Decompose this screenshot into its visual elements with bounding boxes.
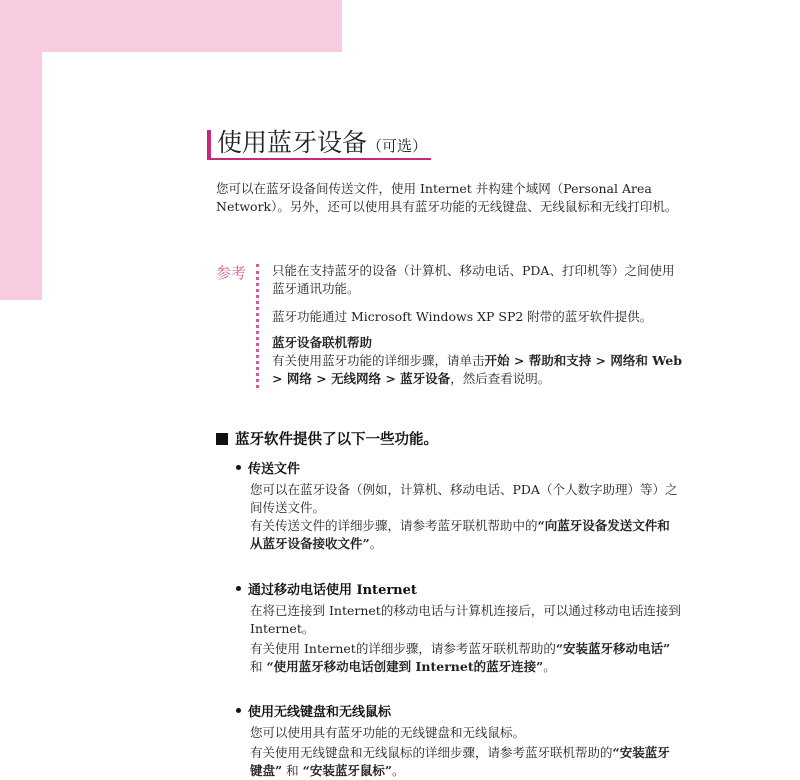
feature-title-transfer-files [236, 458, 300, 477]
feature-help [250, 640, 682, 676]
help-prefix: 有关使用 Internet的详细步骤，请参考蓝牙联机帮助的 [250, 641, 556, 656]
help-suffix: 。 [369, 536, 383, 551]
feature-desc: 您可以在蓝牙设备（例如，计算机、移动电话、PDA（个人数字助理）等）之间传送文件。 [250, 482, 678, 515]
section-heading [216, 428, 438, 449]
reference-note-1: 只能在支持蓝牙的设备（计算机、移动电话、PDA、打印机等）之间使用蓝牙通讯功能。 [272, 263, 675, 296]
title-main: 使用蓝牙设备 [217, 128, 368, 157]
title-underline [207, 158, 431, 160]
reference-dotted-line [256, 264, 259, 388]
feature-help [250, 744, 682, 780]
square-bullet-icon [216, 433, 228, 445]
help-topic: “安装蓝牙键盘” [250, 745, 670, 778]
intro-paragraph: 您可以在蓝牙设备间传送文件，使用 Internet 并构建个域网（Personal Area Network）。另外，还可以使用具有蓝牙功能的无线键盘、无线鼠标和无线打印机。 [216, 181, 678, 214]
reference-help-heading: 蓝牙设备联机帮助 [272, 335, 373, 350]
bullet-icon [236, 586, 241, 591]
help-topic: “向蓝牙设备发送文件和从蓝牙设备接收文件” [250, 518, 670, 551]
help-menu-path: 开始 > 帮助和支持 > 网络和 Web > 网络 > 无线网络 > 蓝牙设备 [272, 353, 682, 386]
help-prefix: 有关传送文件的详细步骤，请参考蓝牙联机帮助中的 [250, 518, 538, 533]
feature-title-internet [236, 579, 417, 598]
feature-title-keyboard-mouse [236, 701, 391, 720]
help-suffix: 。 [543, 659, 556, 674]
bullet-icon [236, 708, 241, 713]
help-prefix: 有关使用无线键盘和无线鼠标的详细步骤，请参考蓝牙联机帮助的 [250, 745, 613, 760]
section-heading-text: 蓝牙软件提供了以下一些功能。 [235, 431, 438, 448]
feature-desc: 在将已连接到 Internet的移动电话与计算机连接后，可以通过移动电话连接到 Internet。 [250, 603, 681, 636]
corner-decoration-top [0, 0, 342, 52]
help-connector: 和 [282, 763, 303, 778]
feature-title-text: 通过移动电话使用 Internet [248, 583, 417, 598]
reference-label: 参考 [216, 264, 247, 282]
bullet-icon [236, 465, 241, 470]
reference-help-suffix: ，然后查看说明。 [450, 371, 551, 386]
help-topic: “安装蓝牙鼠标” [302, 763, 393, 778]
feature-help [250, 517, 682, 553]
feature-desc: 您可以使用具有蓝牙功能的无线键盘和无线鼠标。 [250, 725, 526, 740]
help-topic: “安装蓝牙移动电话” [555, 641, 671, 656]
title-accent-bar [207, 130, 211, 158]
help-suffix: 。 [392, 763, 405, 778]
title-sub: （可选） [367, 137, 428, 155]
reference-help-text [272, 352, 684, 388]
help-topic: “使用蓝牙移动电话创建到 Internet的蓝牙连接” [266, 659, 544, 674]
feature-title-text: 使用无线键盘和无线鼠标 [248, 705, 392, 720]
reference-note-2: 蓝牙功能通过 Microsoft Windows XP SP2 附带的蓝牙软件提供。 [272, 309, 653, 324]
corner-decoration-left [0, 52, 42, 300]
help-connector: 和 [250, 659, 267, 674]
feature-title-text: 传送文件 [248, 462, 301, 477]
reference-help-prefix: 有关使用蓝牙功能的详细步骤，请单击 [272, 353, 485, 368]
